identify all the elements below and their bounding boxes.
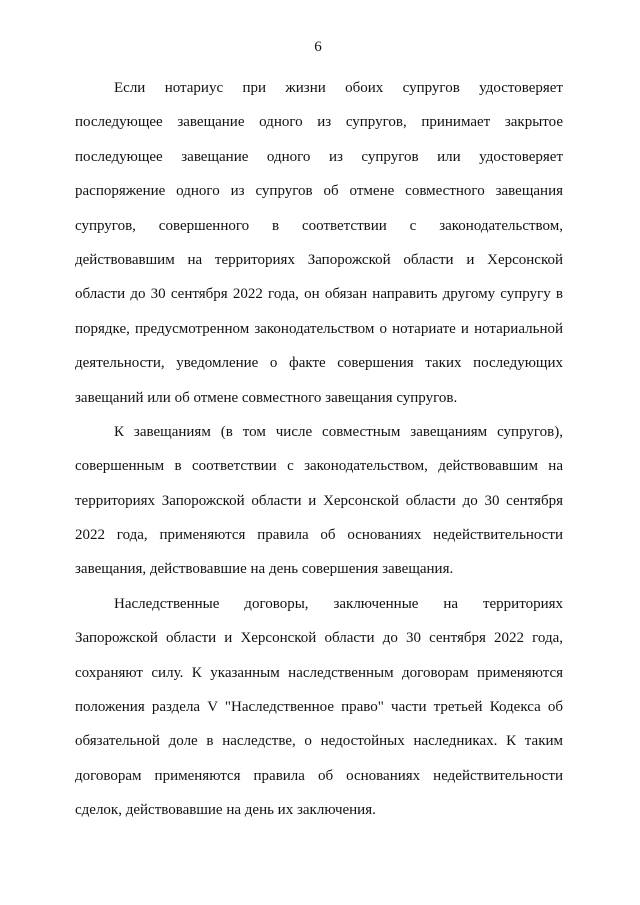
text-line: последующее завещание одного из супругов, принимает закрытое [75,114,563,131]
text-line: обязательной доле в наследстве, о недостойных наследниках. К таким [75,733,563,750]
text-line: завещания, действовавшие на день совершения завещания. [75,561,454,578]
text-line: Наследственные договоры, заключенные на территориях [114,595,563,612]
text-line: Если нотариус при жизни обоих супругов удостоверяет [114,80,563,96]
paragraph-wills-invalidity [75,415,563,587]
text-line: супругов, совершенного в соответствии с законодательством, [75,217,563,234]
text-line: территориях Запорожской области и Херсонской области до 30 сентября [75,492,563,509]
text-line: 2022 года, применяются правила об основаниях недействительности [75,527,563,544]
page-number: 6 [314,39,322,55]
text-line: Запорожской области и Херсонской области до 30 сентября 2022 года, [75,630,563,647]
document-body [75,71,563,828]
text-line: последующее завещание одного из супругов или удостоверяет [75,148,563,165]
text-line: сохраняют силу. К указанным наследственным договорам применяются [75,664,563,681]
paragraph-notary-notification [75,71,563,415]
text-line: деятельности, уведомление о факте совершения таких последующих [75,355,563,372]
text-line: завещаний или об отмене совместного завещания супругов. [75,389,458,406]
text-line: распоряжение одного из супругов об отмене совместного завещания [75,183,563,200]
text-line: К завещаниям (в том числе совместным завещаниям супругов), [114,423,563,440]
text-line: совершенным в соответствии с законодательством, действовавшим на [75,458,563,475]
paragraph-inheritance-contracts [75,587,563,828]
text-line: действовавшим на территориях Запорожской области и Херсонской [75,251,563,268]
text-line: положения раздела V "Наследственное право" части третьей Кодекса об [75,699,563,716]
text-line: договорам применяются правила об основаниях недействительности [75,767,563,784]
text-line: порядке, предусмотренном законодательством о нотариате и нотариальной [75,320,563,337]
text-line: области до 30 сентября 2022 года, он обязан направить другому супругу в [75,286,563,303]
text-line: сделок, действовавшие на день их заключения. [75,802,376,819]
